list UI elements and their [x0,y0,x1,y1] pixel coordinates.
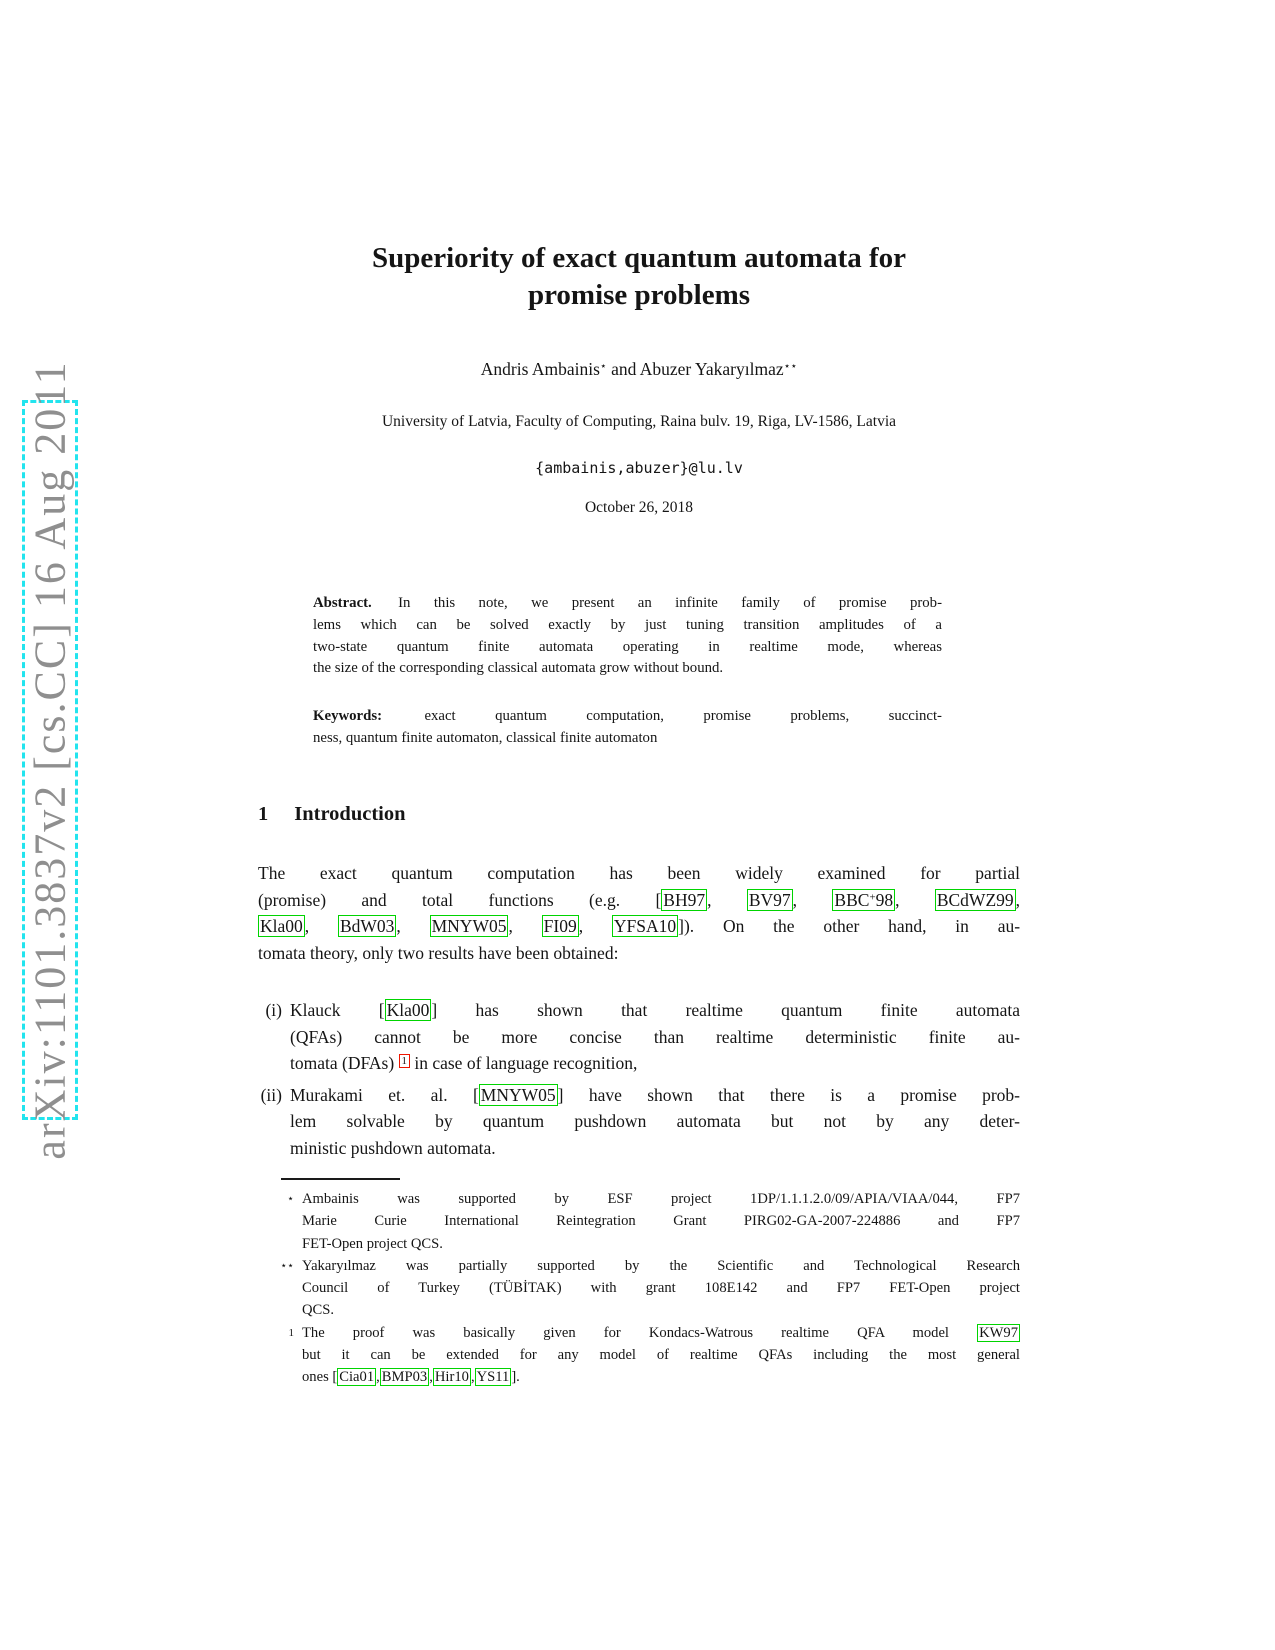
keywords-paragraph [313,706,942,750]
footnotes-block [258,1188,1020,1389]
text-line [302,1299,1020,1321]
citation-link[interactable]: BH97 [663,889,706,910]
text-segment: , [470,1369,475,1386]
footnote-marker: 1 [288,1326,294,1339]
text-segment: (promise) and total functions (e.g. [ [258,889,662,910]
text-line [313,658,942,680]
text-line [313,728,942,750]
list-item-label: (ii) [260,1084,282,1105]
text-segment: 98 [875,889,894,910]
text-segment: Klauck [ [290,1000,385,1020]
abstract-paragraph [313,593,942,680]
footnote-text [302,1255,1020,1322]
text-line [313,706,942,728]
text-segment: lem solvable by quantum pushdown automata but not by any deter- [290,1111,1020,1131]
citation-link[interactable]: YS11 [476,1369,510,1386]
text-line [290,1082,1020,1109]
text-segment: , [1015,889,1021,910]
text-segment: , [396,916,430,936]
text-line [290,1050,1020,1077]
text-segment: tomata (DFAs) [290,1053,399,1073]
citation-link[interactable]: BCdWZ99 [936,889,1014,910]
text-segment: in case of language recognition, [409,1053,638,1073]
text-segment: , [376,1369,380,1386]
text-segment: (QFAs) cannot be more concise than realtime deterministic finite au- [290,1026,1020,1047]
text-segment: but it can be extended for any model of realtime QFAs including the most general [302,1347,1020,1364]
text-segment: , [429,1369,433,1386]
text-segment: Keywords: [313,708,383,724]
text-line [290,997,1020,1024]
text-segment: ]). On the other hand, in au- [678,916,1021,936]
text-segment: Murakami et. al. [ [290,1084,479,1105]
text-line [313,615,942,637]
citation-link[interactable]: Kla00 [260,916,303,936]
text-segment: , [707,889,747,910]
text-segment: lems which can be solved exactly by just tuning transition amplitudes of a [313,616,942,633]
footnote-text [302,1322,1020,1389]
text-line [258,940,1020,967]
text-line [302,1233,1020,1255]
citation-link[interactable]: BV97 [748,889,791,910]
text-segment: Abstract. [313,595,372,611]
text-segment: ] has shown that realtime quantum finite automata [431,1000,1021,1020]
text-line [302,1277,1020,1299]
text-segment: exact quantum computation, promise problems, succinct- [385,708,942,724]
citation-link[interactable]: FI09 [543,916,577,936]
text-line [290,1135,1020,1162]
footnote [258,1322,1020,1389]
text-segment: FET-Open project QCS. [302,1235,443,1252]
text-line [313,593,942,615]
text-segment: BBC [834,889,870,910]
text-segment: Andris Ambainis [480,359,600,379]
text-line [302,1210,1020,1232]
section-number: 1 [258,803,269,825]
footnote [258,1255,1020,1322]
text-line [302,1322,1020,1344]
arxiv-watermark-text: arXiv:1101.3837v2 [cs.CC] 16 Aug 2011 [25,360,75,1160]
text-segment: , [304,916,338,936]
authors-line [258,358,1020,380]
text-segment: ones [ [302,1369,338,1386]
text-line [290,1108,1020,1135]
text-segment: Marie Curie International Reintegration Grant PIRG02-GA-2007-224886 and FP7 [302,1213,1020,1230]
email-line: {ambainis,abuzer}@lu.lv [535,459,743,477]
list-item-text [290,1082,1020,1162]
section-heading [258,803,1020,826]
text-segment: ]. [511,1369,520,1386]
text-segment: , [792,889,833,910]
text-segment: the size of the corresponding classical automata grow without bound. [313,660,724,677]
citation-link[interactable]: Hir10 [434,1369,469,1386]
citation-link[interactable]: BMP03 [381,1369,428,1386]
text-segment: ⋆⋆ [783,360,798,373]
text-line [302,1255,1020,1277]
citation-link[interactable]: Kla00 [386,1000,430,1020]
text-line [313,637,942,659]
footnote-ref-link[interactable]: 1 [399,1054,410,1068]
section-title: Introduction [294,803,406,825]
text-segment: The proof was basically given for Kondacs-Watrous realtime QFA model [302,1324,978,1341]
text-segment: , [508,916,542,936]
citation-link[interactable]: Cia01 [339,1369,375,1386]
citation-link[interactable]: MNYW05 [431,916,507,936]
list-item-text [290,997,1020,1077]
footnote-marker: ⋆⋆ [280,1259,294,1272]
text-segment: The exact quantum computation has been widely examined for partial [258,863,1020,883]
text-segment: , [895,889,935,910]
text-line [302,1366,1020,1388]
text-line [302,1188,1020,1210]
footnote-text [302,1188,1020,1255]
text-segment: two-state quantum finite automata operating in realtime mode, whereas [313,638,942,655]
list-item [258,997,1020,1077]
paper-title-line2: promise problems [527,279,751,311]
citation-link[interactable]: MNYW05 [480,1084,556,1105]
footnote-rule [281,1178,400,1180]
text-segment: ministic pushdown automata. [290,1137,496,1158]
text-segment: Ambainis was supported by ESF project 1DP/1.1.1.2.0/09/APIA/VIAA/044, FP7 [302,1191,1020,1207]
citation-link[interactable] [832,889,895,911]
text-segment: Yakaryılmaz was partially supported by the Scientific and Technological Research [302,1257,1020,1274]
text-segment: ness, quantum finite automaton, classical finite automaton [313,729,658,746]
citation-link[interactable]: YFSA10 [613,916,677,936]
text-line [290,1024,1020,1051]
footnote-marker: ⋆ [287,1193,294,1205]
text-segment: In this note, we present an infinite family of promise prob- [374,595,942,611]
footnote [258,1188,1020,1255]
paper-title [258,240,1020,314]
text-segment: , [578,916,612,936]
text-segment: Council of Turkey (TÜBİTAK) with grant 108E142 and FP7 FET-Open project [302,1280,1020,1297]
text-segment: ⋆ [599,360,607,373]
text-segment: tomata theory, only two results have been obtained: [258,942,619,963]
list-item [258,1082,1020,1162]
text-segment: ] have shown that there is a promise prob- [557,1084,1020,1105]
citation-link[interactable]: KW97 [979,1324,1018,1341]
affiliation-line: University of Latvia, Faculty of Computing, Raina bulv. 19, Riga, LV-1586, Latvia [381,413,897,430]
citation-link[interactable]: BdW03 [339,916,395,936]
intro-paragraph [258,860,1020,966]
paper-title-line1: Superiority of exact quantum automata for [371,242,907,274]
text-line [258,887,1020,914]
list-item-label: (i) [265,1000,282,1020]
text-line [258,860,1020,887]
text-line [302,1344,1020,1366]
text-line [258,913,1020,940]
text-segment: and Abuzer Yakaryılmaz [606,359,784,379]
results-list [258,997,1020,1161]
text-segment: + [869,891,876,904]
date-line: October 26, 2018 [584,499,694,516]
text-segment: QCS. [302,1302,335,1319]
